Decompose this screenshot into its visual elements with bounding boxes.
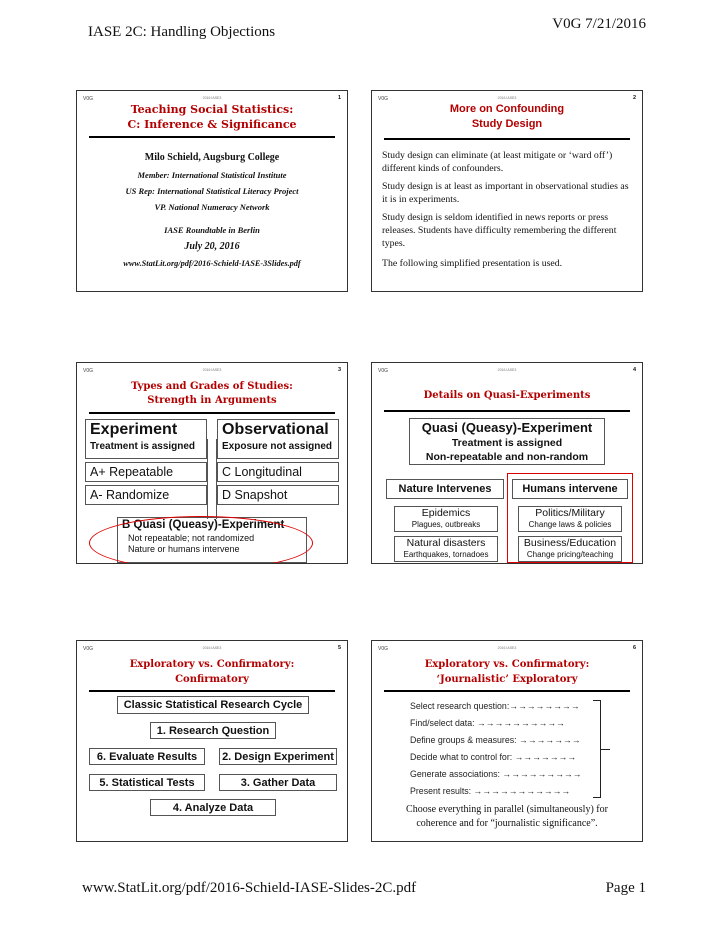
title-line-2: ‘Journalistic’ Exploratory [436,674,578,685]
slide-version: V0G [83,96,94,102]
observational-box [217,419,339,459]
experiment-heading: Experiment [90,421,178,438]
slide-number: 6 [632,645,636,651]
page-header-title: IASE 2C: Handling Objections [88,24,276,40]
title-line-1: Teaching Social Statistics: [130,103,294,116]
bracket-tick [601,749,610,750]
slide-version: V0G [83,368,94,374]
paragraph-1: Study design can eliminate (at least mitigate or ‘ward off’) different kinds of confounders. [382,150,613,174]
page-footer-number: Page 1 [605,880,646,896]
humans-intervene-box: Humans intervene [512,479,628,499]
slide-version: V0G [378,96,389,102]
paragraph-3: Study design is seldom identified in news reports or press releases. Students have difficulty remembering the different types. [382,212,617,249]
highlight-rectangle [507,473,633,563]
title-line-2: Strength in Arguments [147,395,277,406]
vp-line: VP. National Numeracy Network [154,202,270,212]
grade-d: D Snapshot [217,485,339,505]
step-present-results: Present results: →→→→→→→→→→→ [410,786,571,796]
page-footer-url: www.StatLit.org/pdf/2016-Schield-IASE-Slides-2C.pdf [82,880,417,896]
slide-5 [76,640,348,842]
slide-number: 5 [337,645,341,651]
slide-number: 2 [632,95,636,101]
business-sub: Change pricing/teaching [526,550,614,559]
slide-title [81,657,343,687]
experiment-sub: Treatment is assigned [90,441,196,452]
politics-sub: Change laws & policies [528,520,612,529]
event-line: IASE Roundtable in Berlin [164,225,260,235]
quasi-line-1: Not repeatable; not randomized [128,533,255,543]
slide-version: V0G [83,646,94,652]
slide-version: V0G [378,368,389,374]
slide-number: 3 [337,367,341,373]
slide-6 [371,640,643,842]
step-gather-data: 3. Gather Data [219,774,337,791]
caption-line-2: coherence and for “journalistic significance”. [416,818,598,829]
experiment-box [85,419,207,459]
title-line-1: Exploratory vs. Confirmatory: [424,659,590,670]
slide-4 [371,362,643,564]
slide-date: 2016 IASE3 [497,368,517,372]
step-define-groups: Define groups & measures: →→→→→→→ [410,735,581,745]
step-design-experiment: 2. Design Experiment [219,748,337,765]
paragraph-4: The following simplified presentation is used. [382,258,563,269]
grade-a-minus: A- Randomize [85,485,207,505]
title-line-2: Study Design [471,118,543,130]
slide-date: 2016 IASE3 [497,96,517,100]
slide-3 [76,362,348,564]
title-line-1: Types and Grades of Studies: [131,381,293,392]
slide-2 [371,90,643,292]
step-decide-control: Decide what to control for: →→→→→→→ [410,752,577,762]
politics-label: Politics/Military [535,507,605,519]
business-label: Business/Education [523,537,617,549]
slide-date: 2016 IASE3 [202,646,222,650]
title-rule [89,136,335,138]
quasi-heading: Quasi (Queasy)-Experiment [421,420,593,435]
slide-date: 2016 IASE3 [497,646,517,650]
bracket [593,700,601,798]
title-rule [384,690,630,692]
step-analyze-data: 4. Analyze Data [150,799,276,816]
slide-date: 2016 IASE3 [202,96,222,100]
slide-date: 2016 IASE3 [202,368,222,372]
connector-lines [207,439,217,519]
quasi-line-1: Treatment is assigned [451,437,563,449]
step-evaluate-results: 6. Evaluate Results [89,748,205,765]
title-line-2: C: Inference & Significance [127,118,297,131]
slide-title [376,657,638,687]
disasters-label: Natural disasters [406,537,486,549]
disasters-sub: Earthquakes, tornadoes [403,550,489,559]
slide-title [81,102,343,132]
title-rule [384,138,630,140]
epidemics-box [394,506,498,532]
event-date: July 20, 2016 [184,241,240,252]
grade-c: C Longitudinal [217,462,339,482]
title-rule [89,412,335,414]
slide-number: 4 [632,367,636,373]
observational-sub: Exposure not assigned [222,441,333,452]
member-line: Member: International Statistical Institute [137,170,287,180]
cycle-heading: Classic Statistical Research Cycle [117,696,309,714]
title-line-1: Exploratory vs. Confirmatory: [129,659,295,670]
quasi-line-2: Non-repeatable and non-random [425,451,589,463]
nature-intervenes-box: Nature Intervenes [386,479,504,499]
observational-heading: Observational [222,421,329,438]
paragraph-2: Study design is at least as important in observational studies as it is in experiments. [382,181,629,205]
slide-title [81,380,343,408]
slide-version: V0G [378,646,389,652]
slide-number: 1 [337,95,341,101]
step-select-question: Select research question:→→→→→→→→ [410,701,580,711]
step-statistical-tests: 5. Statistical Tests [89,774,205,791]
disasters-box [394,536,498,562]
step-generate-associations: Generate associations: →→→→→→→→→ [410,769,582,779]
quasi-line-2: Nature or humans intervene [128,544,240,554]
title-line-1: More on Confounding [449,103,565,115]
us-rep-line: US Rep: International Statistical Literacy Project [125,186,299,196]
caption-line-1: Choose everything in parallel (simultaneously) for [406,804,608,815]
quasi-heading: B Quasi (Queasy)-Experiment [122,519,285,531]
title-line-2: Confirmatory [175,674,249,685]
page-header-version: V0G 7/21/2016 [552,16,646,32]
epidemics-sub: Plagues, outbreaks [411,520,481,529]
grade-a-plus: A+ Repeatable [85,462,207,482]
step-find-data: Find/select data: →→→→→→→→→→ [410,718,565,728]
epidemics-label: Epidemics [421,507,471,519]
highlight-ellipse [89,516,313,564]
slide-1 [76,90,348,292]
title-rule [384,410,630,412]
step-research-question: 1. Research Question [150,722,276,739]
author: Milo Schield, Augsburg College [144,152,280,163]
title-rule [89,690,335,692]
quasi-header-box [409,418,605,465]
slide-title [376,102,638,132]
slides-url: www.StatLit.org/pdf/2016-Schield-IASE-3Slides.pdf [123,259,301,268]
slide-title: Details on Quasi-Experiments [423,390,591,401]
